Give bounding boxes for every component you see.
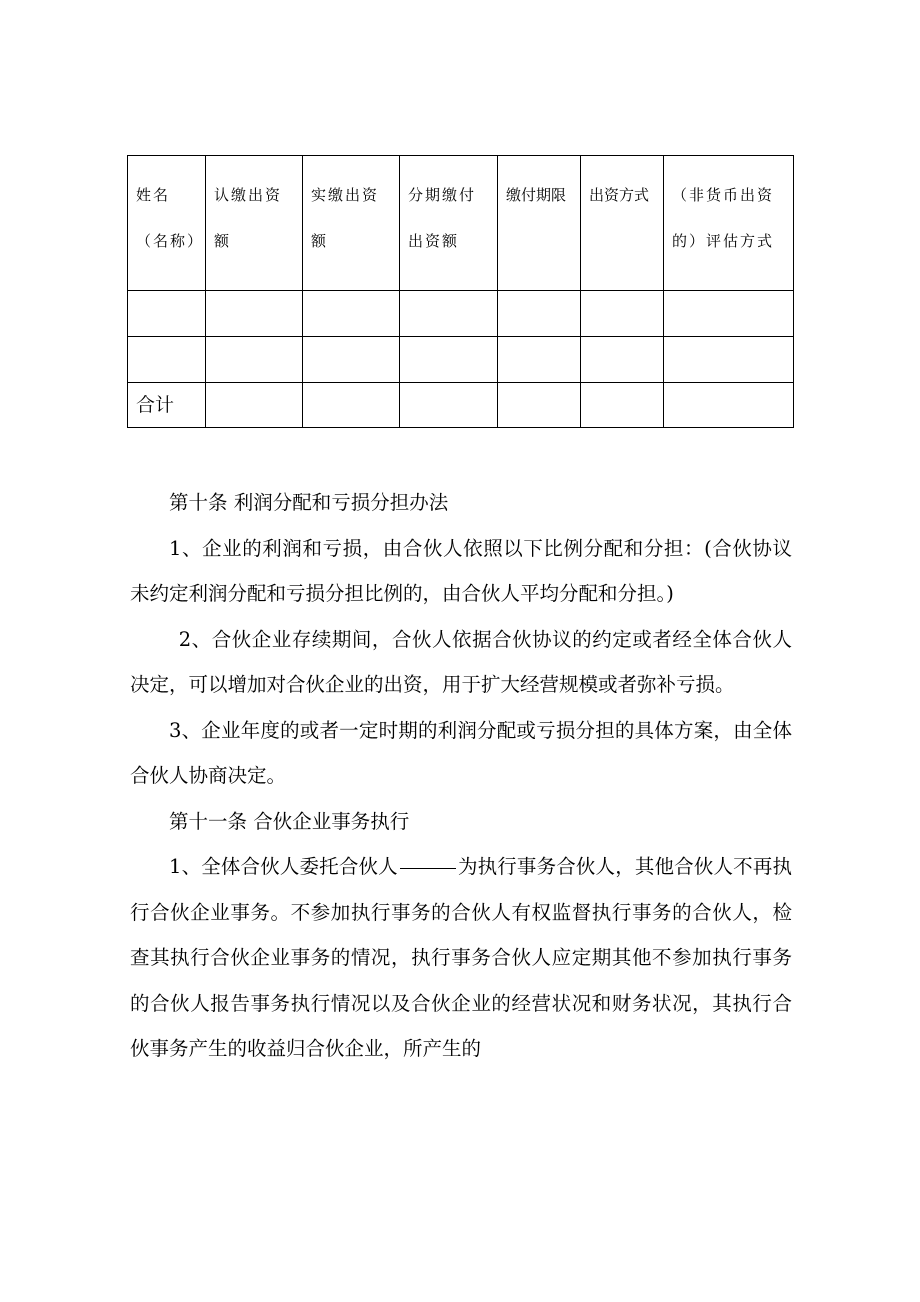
header-contribution-method: 出资方式 [581, 156, 664, 291]
table-total-row [128, 383, 794, 428]
header-name: 姓名 （名称） [128, 156, 206, 291]
document-body [130, 480, 792, 1072]
article-11-title: 第十一条 合伙企业事务执行 [169, 809, 410, 833]
article-10-clause-2: 2、合伙企业存续期间，合伙人依据合伙协议的约定或者经全体合伙人决定，可以增加对合伙企业的出资，用于扩大经营规模或者弥补亏损。 [130, 627, 792, 696]
table-row [128, 337, 794, 383]
article-11-clause-1: 1、全体合伙人委托合伙人 为执行事务合伙人，其他合伙人不再执行合伙企业事务。不参加执行事务的合伙人有权监督执行事务的合伙人，检查其执行合伙企业事务的情况，执行事务合伙人应定期其他不参加执行事务的合伙人报告事务执行情况以及合伙企业的经营状况和财务状况，其执行合伙事务产生的收益归合伙企业，所产生的 [130, 855, 792, 1060]
article-10-clause-3: 3、企业年度的或者一定时期的利润分配或亏损分担的具体方案，由全体合伙人协商决定。 [130, 718, 792, 787]
table-header-row [128, 156, 794, 291]
table-row [128, 291, 794, 337]
header-payment-deadline: 缴付期限 [498, 156, 581, 291]
partner-name-blank[interactable] [400, 867, 456, 869]
capital-contribution-table [127, 155, 794, 428]
header-installment-amount: 分期缴付 出资额 [400, 156, 498, 291]
header-valuation-method: （非货币出资 的）评估方式 [664, 156, 794, 291]
header-subscribed-capital: 认缴出资 额 [206, 156, 303, 291]
article-10-clause-1: 1、企业的利润和亏损，由合伙人依照以下比例分配和分担：(合伙协议未约定利润分配和亏损分担比例的，由合伙人平均分配和分担。) [130, 536, 792, 605]
article-10-title: 第十条 利润分配和亏损分担办法 [169, 491, 449, 514]
total-label: 合计 [128, 383, 206, 428]
header-paid-capital: 实缴出资 额 [303, 156, 400, 291]
